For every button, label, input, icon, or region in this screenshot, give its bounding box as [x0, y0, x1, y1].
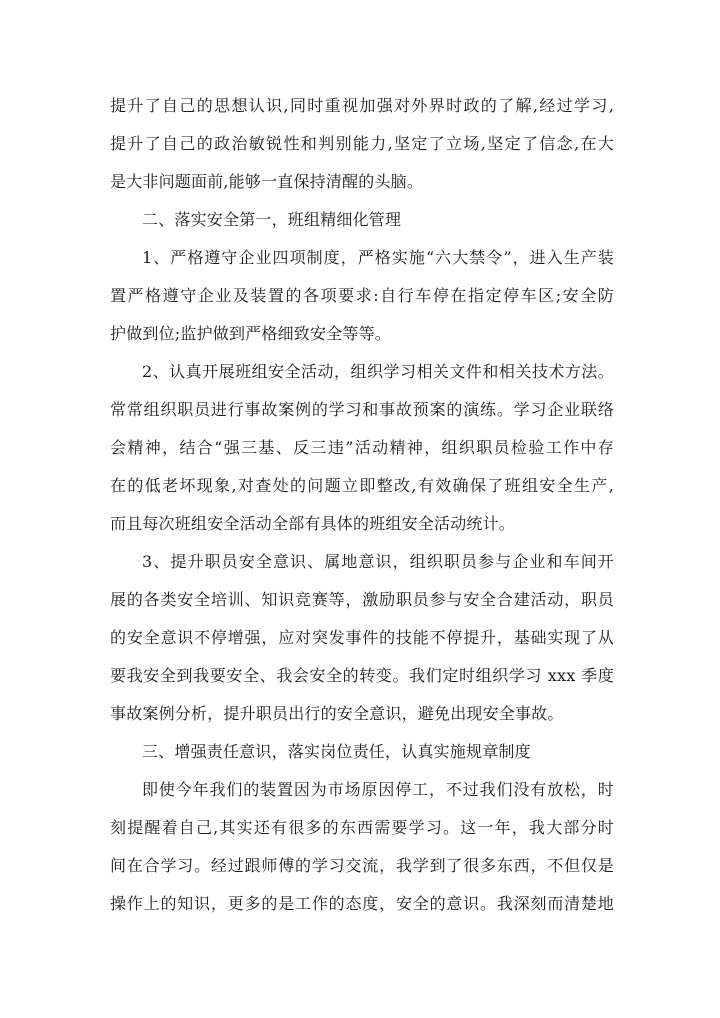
body-line: 的安全意识不停增强，应对突发事件的技能不停提升，基础实现了从 [110, 628, 614, 647]
body-line: 刻提醒着自己,其实还有很多的东西需要学习。这一年，我大部分时 [110, 818, 614, 837]
body-line: 3、提升职员安全意识、属地意识，组织职员参与企业和车间开 [142, 552, 614, 571]
body-line: 操作上的知识，更多的是工作的态度，安全的意识。我深刻而清楚地 [110, 894, 614, 913]
body-line: 提升了自己的思想认识,同时重视加强对外界时政的了解,经过学习, [110, 96, 614, 115]
body-line: 提升了自己的政治敏锐性和判别能力,坚定了立场,坚定了信念,在大 [110, 134, 614, 153]
section-heading: 三、增强责任意识，落实岗位责任，认真实施规章制度 [142, 742, 531, 761]
body-line: 是大非问题面前,能够一直保持清醒的头脑。 [110, 172, 424, 191]
body-line: 2、认真开展班组安全活动，组织学习相关文件和相关技术方法。 [142, 362, 614, 381]
body-line: 护做到位;监护做到严格细致安全等等。 [110, 324, 391, 343]
body-line: 在的低老坏现象,对查处的问题立即整改,有效确保了班组安全生产, [110, 476, 614, 495]
body-line: 间在合学习。经过跟师傅的学习交流，我学到了很多东西，不但仅是 [110, 856, 614, 875]
body-line: 会精神，结合“强三基、反三违”活动精神，组织职员检验工作中存 [110, 438, 614, 457]
body-line: 1、严格遵守企业四项制度，严格实施“六大禁令”，进入生产装 [142, 248, 614, 267]
body-line: 展的各类安全培训、知识竞赛等，激励职员参与安全合建活动，职员 [110, 590, 614, 609]
section-heading: 二、落实安全第一，班组精细化管理 [142, 210, 402, 229]
body-line: 事故案例分析，提升职员出行的安全意识，避免出现安全事故。 [110, 704, 564, 723]
body-line: 要我安全到我要安全、我会安全的转变。我们定时组织学习 xxx 季度 [110, 666, 614, 685]
body-line: 常常组织职员进行事故案例的学习和事故预案的演练。学习企业联络 [110, 400, 614, 419]
body-line: 置严格遵守企业及装置的各项要求:自行车停在指定停车区;安全防 [110, 286, 614, 305]
body-line: 即使今年我们的装置因为市场原因停工，不过我们没有放松，时 [142, 780, 614, 799]
body-line: 而且每次班组安全活动全部有具体的班组安全活动统计。 [110, 514, 516, 533]
